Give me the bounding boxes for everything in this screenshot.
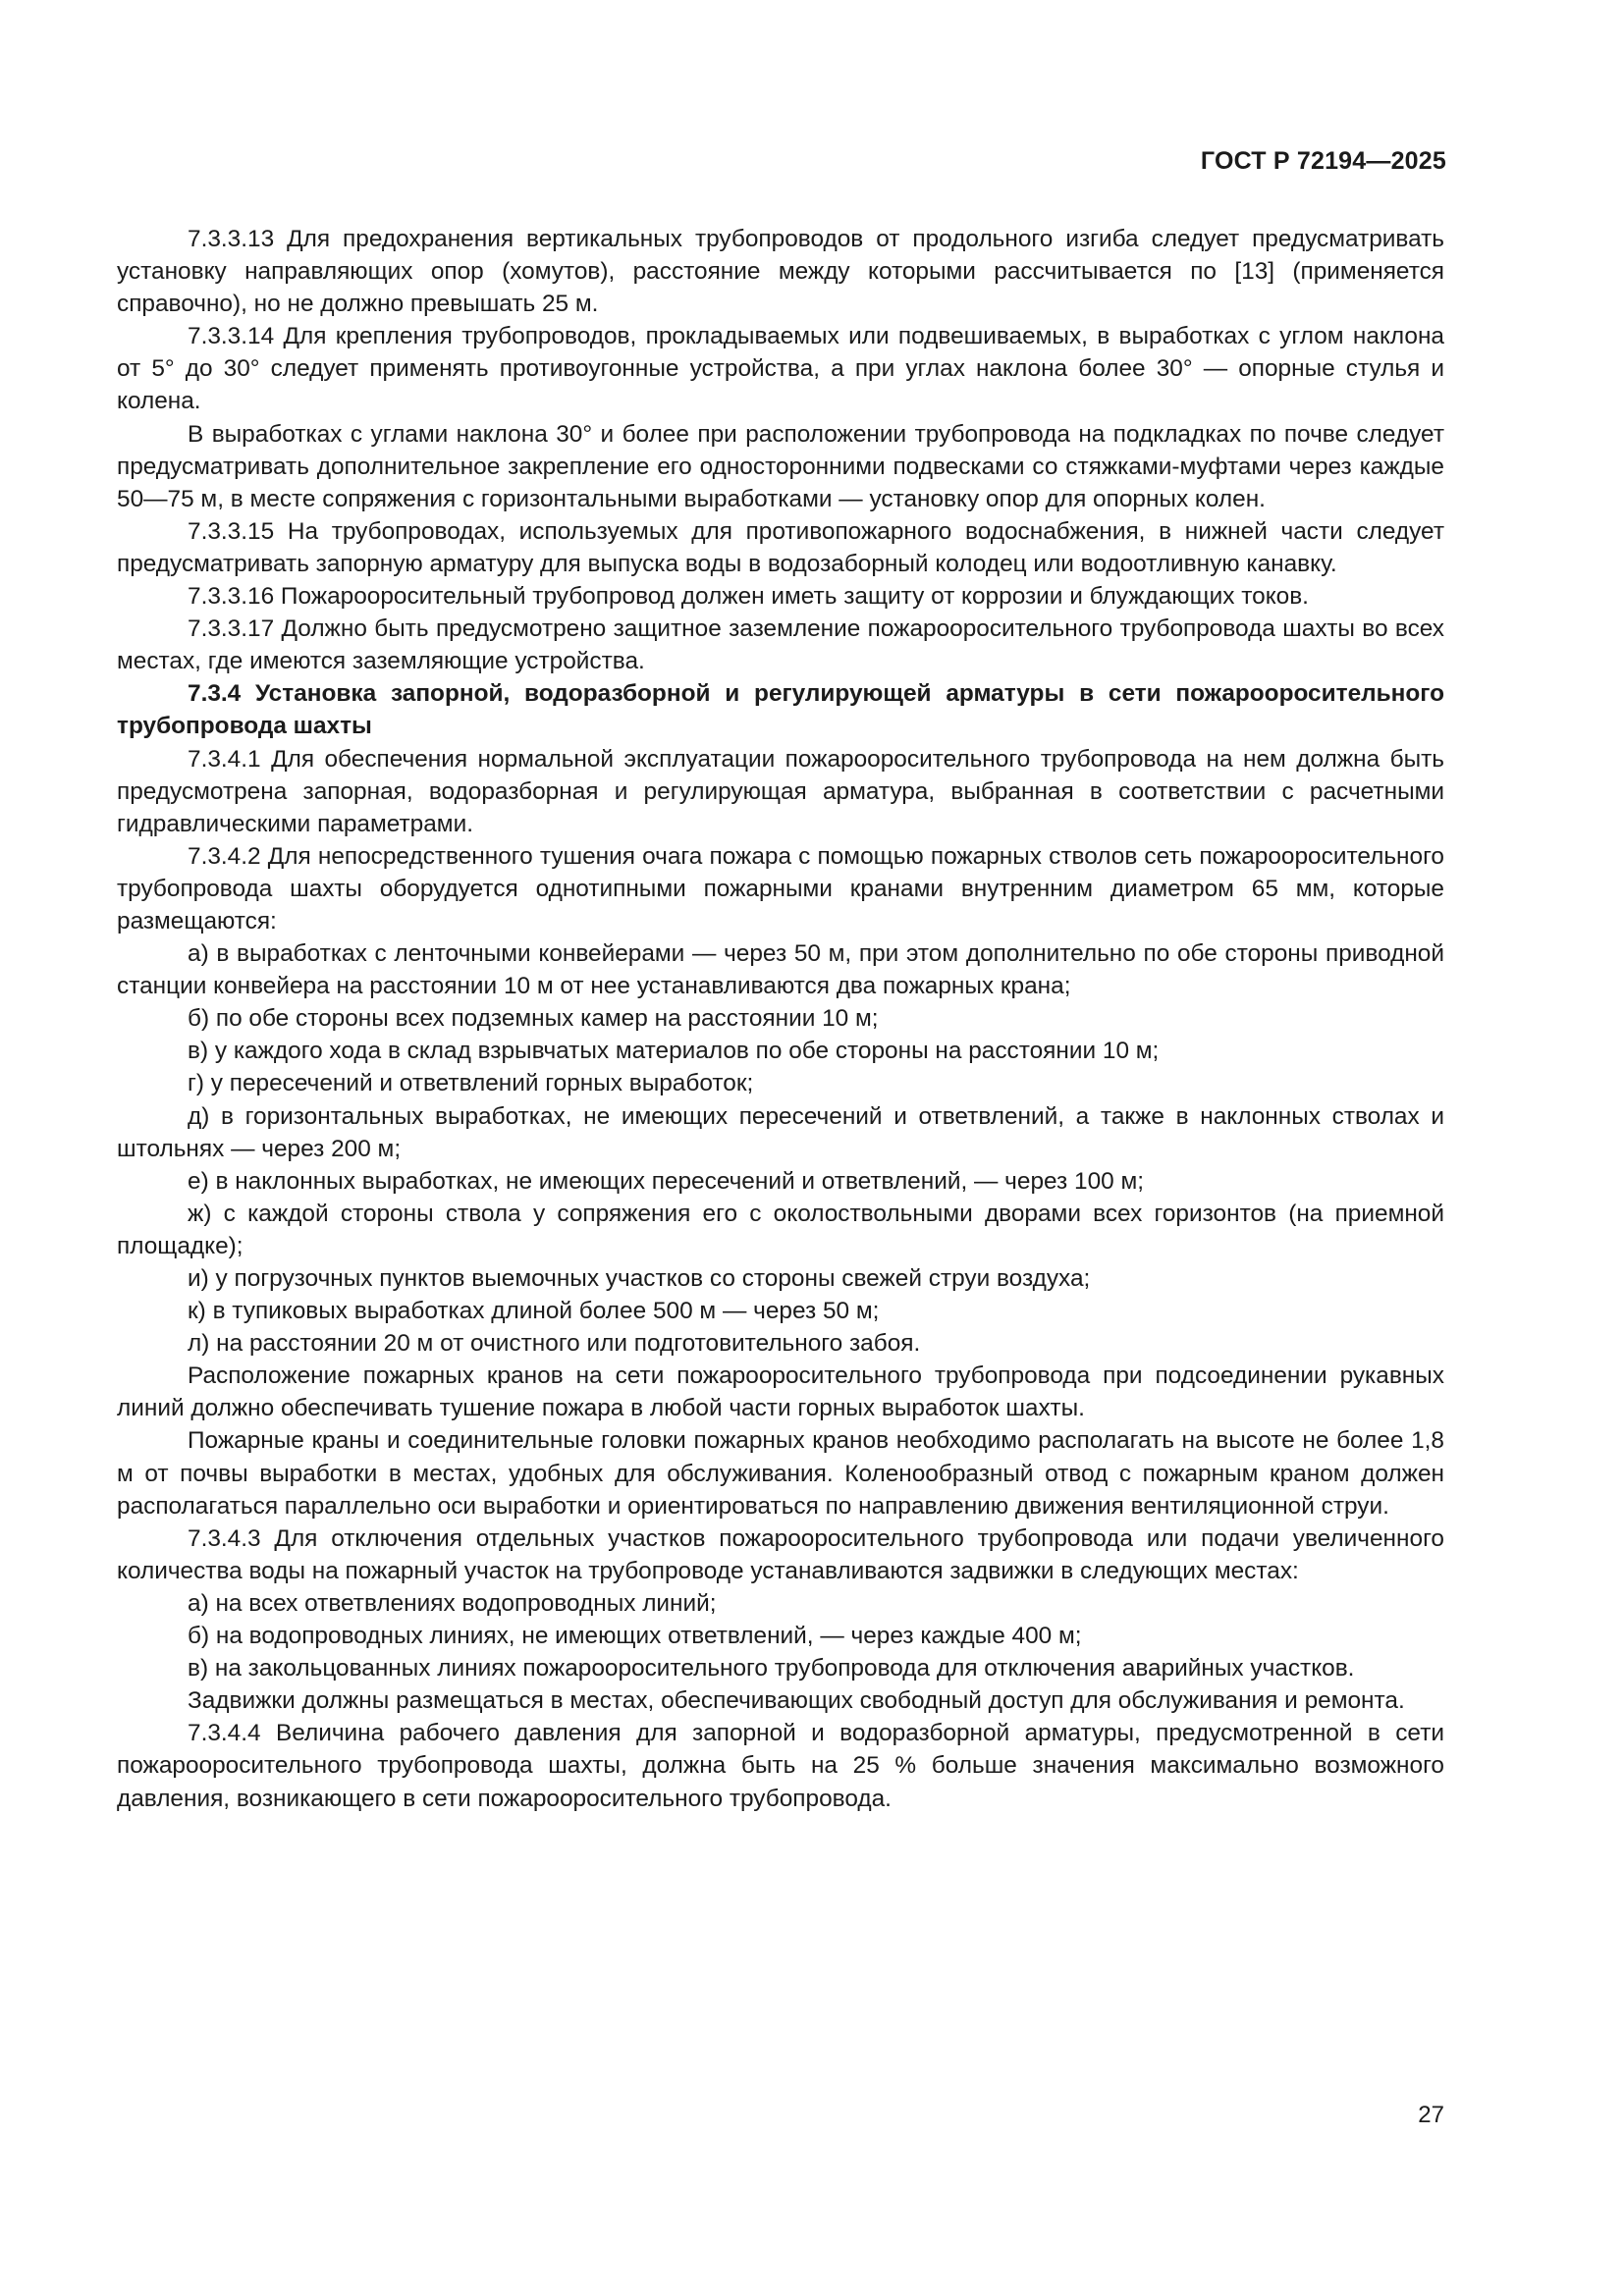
paragraph-7-3-3-14: 7.3.3.14 Для крепления трубопроводов, прокладываемых или подвешиваемых, в выработках с углом наклона от 5° до 30° следует применять противоугонные устройства, а при углах наклона более 30° — опорные стулья и колена. xyxy=(117,323,1444,415)
paragraph-7-3-3-15: 7.3.3.15 На трубопроводах, используемых для противопожарного водоснабжения, в нижней части следует предусматривать запорную арматуру для выпуска воды в водозаборный колодец или водоотливную канавку. xyxy=(117,517,1444,577)
list-item-d: д) в горизонтальных выработках, не имеющих пересечений и ответвлений, а также в наклонных стволах и штольнях — через 200 м; xyxy=(117,1102,1444,1162)
list-item-g: г) у пересечений и ответвлений горных выработок; xyxy=(188,1070,754,1097)
page-number: 27 xyxy=(1418,2102,1444,2128)
list-item-e: е) в наклонных выработках, не имеющих пересечений и ответвлений, — через 100 м; xyxy=(188,1167,1145,1195)
list-item-zh: ж) с каждой стороны ствола у сопряжения его с околоствольными дворами всех горизонтов (на приемной площадке); xyxy=(117,1200,1444,1259)
paragraph-7-3-4-3: 7.3.4.3 Для отключения отдельных участков пожарооросительного трубопровода или подачи увеличенного количества воды на пожарный участок на трубопроводе устанавливаются задвижки в следующих местах: xyxy=(117,1524,1444,1584)
paragraph-7-3-3-13: 7.3.3.13 Для предохранения вертикальных трубопроводов от продольного изгиба следует предусматривать установку направляющих опор (хомутов), расстояние между которыми рассчитывается по [13] (применяется справочно), но не должно превышать 25 м. xyxy=(117,226,1444,318)
document-body xyxy=(117,223,1444,1815)
list-item-v: в) у каждого хода в склад взрывчатых материалов по обе стороны на расстоянии 10 м; xyxy=(188,1038,1160,1065)
section-heading-7-3-4: 7.3.4 Установка запорной, водоразборной и регулирующей арматуры в сети пожарооросительного трубопровода шахты xyxy=(117,680,1444,740)
valve-list-item-b: б) на водопроводных линиях, не имеющих ответвлений, — через каждые 400 м; xyxy=(188,1623,1082,1650)
paragraph-7-3-4-1: 7.3.4.1 Для обеспечения нормальной эксплуатации пожарооросительного трубопровода на нем должна быть предусмотрена запорная, водоразборная и регулирующая арматура, выбранная в соответствии с расчетными гидравлическими параметрами. xyxy=(117,745,1444,837)
list-item-i: и) у погрузочных пунктов выемочных участков со стороны свежей струи воздуха; xyxy=(188,1265,1091,1292)
paragraph-valve-access: Задвижки должны размещаться в местах, обеспечивающих свободный доступ для обслуживания и ремонта. xyxy=(188,1687,1405,1715)
list-item-l: л) на расстоянии 20 м от очистного или подготовительного забоя. xyxy=(188,1330,921,1358)
paragraph-7-3-3-16: 7.3.3.16 Пожарооросительный трубопровод должен иметь защиту от коррозии и блуждающих токов. xyxy=(188,583,1309,611)
list-item-b: б) по обе стороны всех подземных камер на расстоянии 10 м; xyxy=(188,1005,879,1033)
paragraph-7-3-3-17: 7.3.3.17 Должно быть предусмотрено защитное заземление пожарооросительного трубопровода шахты во всех местах, где имеются заземляющие устройства. xyxy=(117,615,1444,675)
paragraph-hydrant-location: Расположение пожарных кранов на сети пожарооросительного трубопровода при подсоединении рукавных линий должно обеспечивать тушение пожара в любой части горных выработок шахты. xyxy=(117,1362,1444,1422)
valve-list-item-a: а) на всех ответвлениях водопроводных линий; xyxy=(188,1589,717,1617)
list-item-k: к) в тупиковых выработках длиной более 500 м — через 50 м; xyxy=(188,1298,880,1325)
paragraph-hydrant-height: Пожарные краны и соединительные головки пожарных кранов необходимо располагать на высоте не более 1,8 м от почвы выработки в местах, удобных для обслуживания. Коленообразный отвод с пожарным краном должен располагаться параллельно оси выработки и ориентироваться по направлению движения вентиляционной струи. xyxy=(117,1427,1444,1520)
paragraph-7-3-4-4: 7.3.4.4 Величина рабочего давления для запорной и водоразборной арматуры, предусмотренной в сети пожарооросительного трубопровода шахты, должна быть на 25 % больше значения максимально возможного давления, возникающего в сети пожарооросительного трубопровода. xyxy=(117,1720,1444,1812)
paragraph-inclined-workings: В выработках с углами наклона 30° и более при расположении трубопровода на подкладках по почве следует предусматривать дополнительное закрепление его односторонними подвесками со стяжками-муфтами через каждые 50—75 м, в месте сопряжения с горизонтальными выработками — установку опор для опорных колен. xyxy=(117,420,1444,512)
valve-list-item-v: в) на закольцованных линиях пожарооросительного трубопровода для отключения аварийных участков. xyxy=(188,1655,1355,1682)
paragraph-7-3-4-2: 7.3.4.2 Для непосредственного тушения очага пожара с помощью пожарных стволов сеть пожарооросительного трубопровода шахты оборудуется однотипными пожарными кранами внутренним диаметром 65 мм, которые размещаются: xyxy=(117,842,1444,934)
list-item-a: а) в выработках с ленточными конвейерами — через 50 м, при этом дополнительно по обе стороны приводной станции конвейера на расстоянии 10 м от нее устанавливаются два пожарных крана; xyxy=(117,940,1444,1000)
document-code-header: ГОСТ Р 72194—2025 xyxy=(1200,147,1446,175)
